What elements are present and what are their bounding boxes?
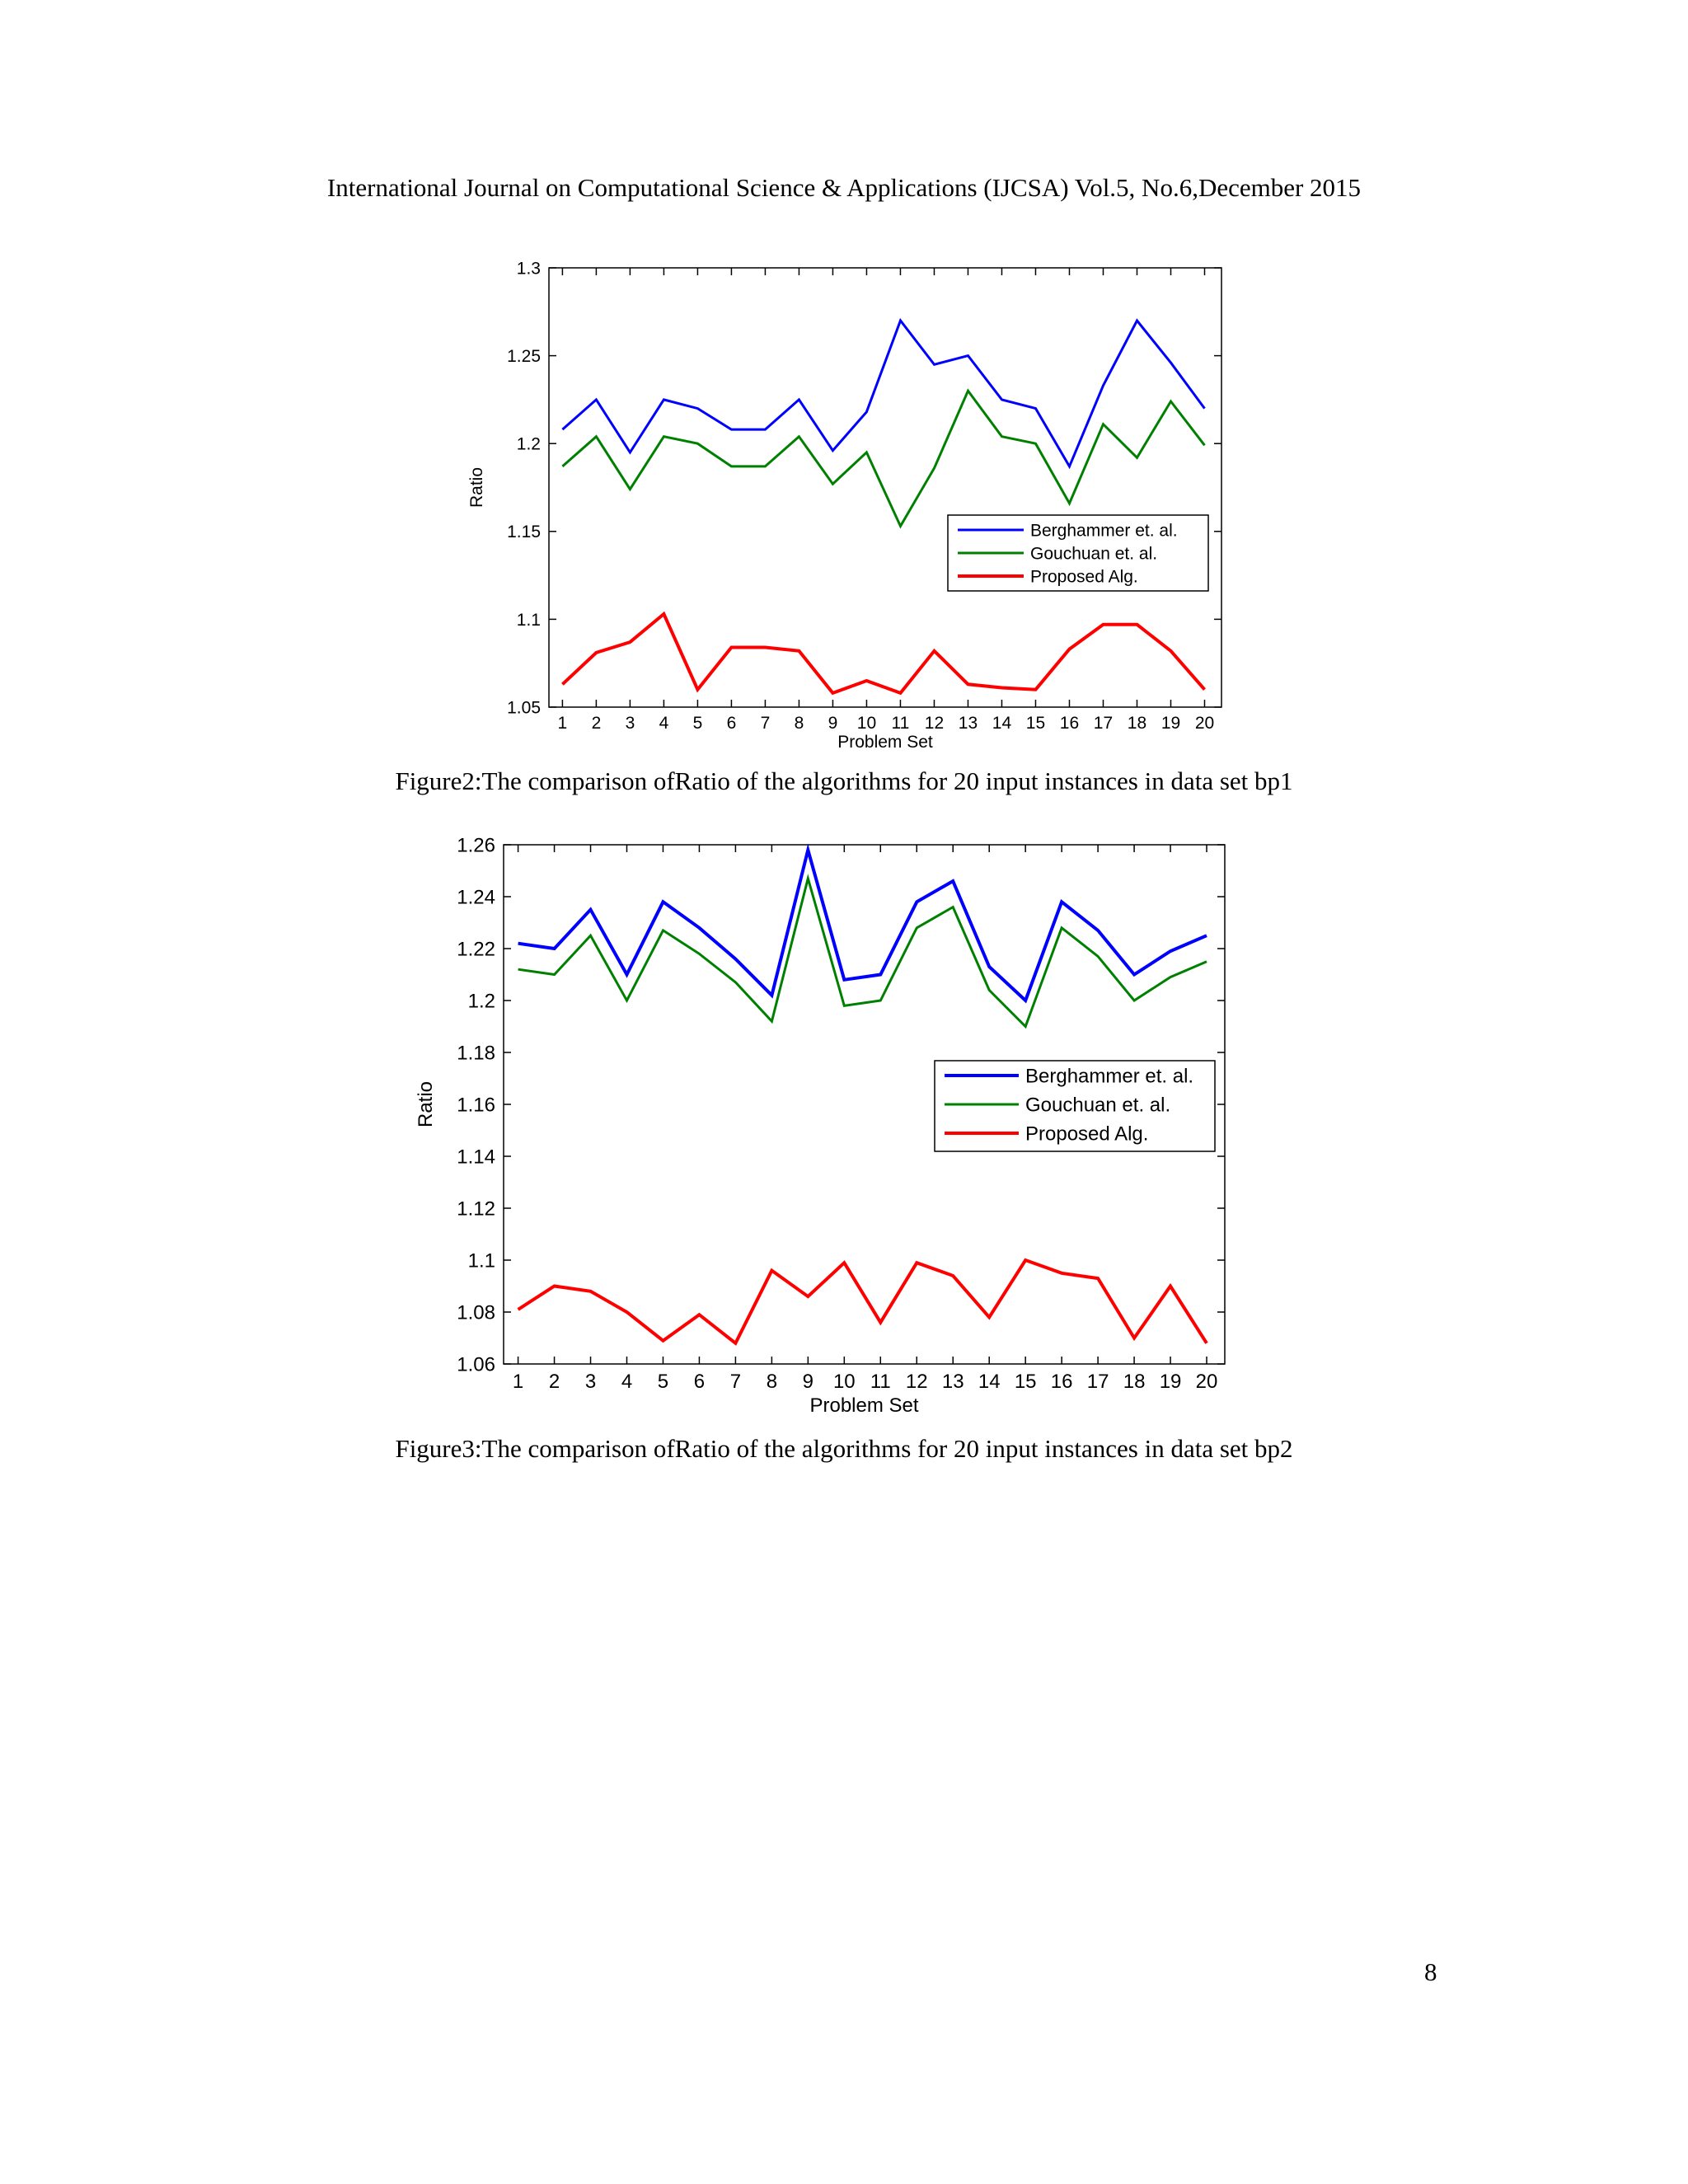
x-axis-label: Problem Set: [809, 1394, 919, 1417]
y-tick-label: 1.15: [507, 523, 541, 542]
x-tick-label: 5: [657, 1371, 669, 1393]
x-tick-label: 6: [693, 1371, 706, 1393]
x-tick-label: 11: [891, 714, 910, 733]
x-tick-label: 10: [856, 714, 877, 733]
y-tick-label: 1.08: [457, 1301, 495, 1324]
legend-label-3: Proposed Alg.: [1030, 567, 1138, 587]
legend-label-1: Berghammer et. al.: [1025, 1065, 1194, 1088]
x-tick-label: 1: [512, 1371, 524, 1393]
y-tick-label: 1.14: [457, 1146, 495, 1169]
y-tick-label: 1.25: [507, 346, 541, 366]
x-tick-label: 2: [548, 1371, 560, 1393]
x-tick-label: 13: [941, 1371, 964, 1393]
x-tick-label: 14: [992, 714, 1012, 733]
legend-label-3: Proposed Alg.: [1025, 1122, 1149, 1146]
y-axis-label: Ratio: [467, 466, 486, 509]
y-tick-label: 1.2: [516, 434, 541, 454]
x-tick-label: 19: [1160, 714, 1181, 733]
y-tick-label: 1.05: [507, 698, 541, 718]
figure3-chart: [0, 824, 1688, 1426]
running-header: International Journal on Computational Science & Applications (IJCSA) Vol.5, No.6,December 2015: [326, 173, 1362, 202]
legend-label-1: Berghammer et. al.: [1030, 521, 1178, 541]
plot-area: [549, 268, 1221, 707]
x-tick-label: 3: [584, 1371, 597, 1393]
y-tick-label: 1.22: [457, 938, 495, 961]
x-tick-label: 12: [924, 714, 945, 733]
x-tick-label: 18: [1127, 714, 1147, 733]
y-tick-label: 1.06: [457, 1353, 495, 1376]
x-tick-label: 9: [828, 714, 838, 733]
x-axis-label: Problem Set: [837, 733, 933, 752]
figure2-chart: [0, 247, 1688, 758]
y-tick-label: 1.2: [467, 990, 495, 1013]
x-tick-label: 10: [832, 1371, 856, 1393]
x-tick-label: 15: [1025, 714, 1046, 733]
figure3-caption: Figure3:The comparison ofRatio of the algorithms for 20 input instances in data set bp2: [395, 1434, 1293, 1463]
figure2-caption: Figure2:The comparison ofRatio of the algorithms for 20 input instances in data set bp1: [395, 766, 1293, 795]
x-tick-label: 3: [625, 714, 635, 733]
x-tick-label: 17: [1093, 714, 1114, 733]
legend-label-2: Gouchuan et. al.: [1025, 1094, 1171, 1117]
x-tick-label: 16: [1050, 1371, 1073, 1393]
x-tick-label: 7: [760, 714, 771, 733]
y-tick-label: 1.26: [457, 834, 495, 857]
x-tick-label: 8: [794, 714, 804, 733]
y-tick-label: 1.12: [457, 1197, 495, 1221]
legend-label-2: Gouchuan et. al.: [1030, 544, 1158, 564]
y-tick-label: 1.16: [457, 1094, 495, 1117]
x-tick-label: 1: [557, 714, 568, 733]
x-tick-label: 15: [1014, 1371, 1037, 1393]
x-tick-label: 4: [659, 714, 669, 733]
y-tick-label: 1.1: [516, 610, 541, 630]
x-tick-label: 8: [766, 1371, 778, 1393]
x-tick-label: 20: [1194, 714, 1215, 733]
y-tick-label: 1.18: [457, 1042, 495, 1065]
x-tick-label: 11: [870, 1371, 891, 1393]
x-tick-label: 2: [591, 714, 602, 733]
x-tick-label: 18: [1123, 1371, 1146, 1393]
x-tick-label: 16: [1059, 714, 1080, 733]
x-tick-label: 7: [729, 1371, 742, 1393]
x-tick-label: 14: [978, 1371, 1001, 1393]
x-tick-label: 4: [621, 1371, 633, 1393]
y-tick-label: 1.1: [467, 1249, 495, 1272]
y-tick-label: 1.3: [516, 259, 541, 279]
x-tick-label: 12: [905, 1371, 928, 1393]
y-axis-label: Ratio: [415, 1080, 437, 1128]
y-tick-label: 1.24: [457, 886, 495, 909]
x-tick-label: 6: [726, 714, 737, 733]
x-tick-label: 13: [958, 714, 978, 733]
x-tick-label: 9: [802, 1371, 814, 1393]
x-tick-label: 20: [1195, 1371, 1218, 1393]
x-tick-label: 19: [1159, 1371, 1182, 1393]
x-tick-label: 17: [1086, 1371, 1109, 1393]
page-number: 8: [1424, 1957, 1437, 1986]
x-tick-label: 5: [692, 714, 703, 733]
